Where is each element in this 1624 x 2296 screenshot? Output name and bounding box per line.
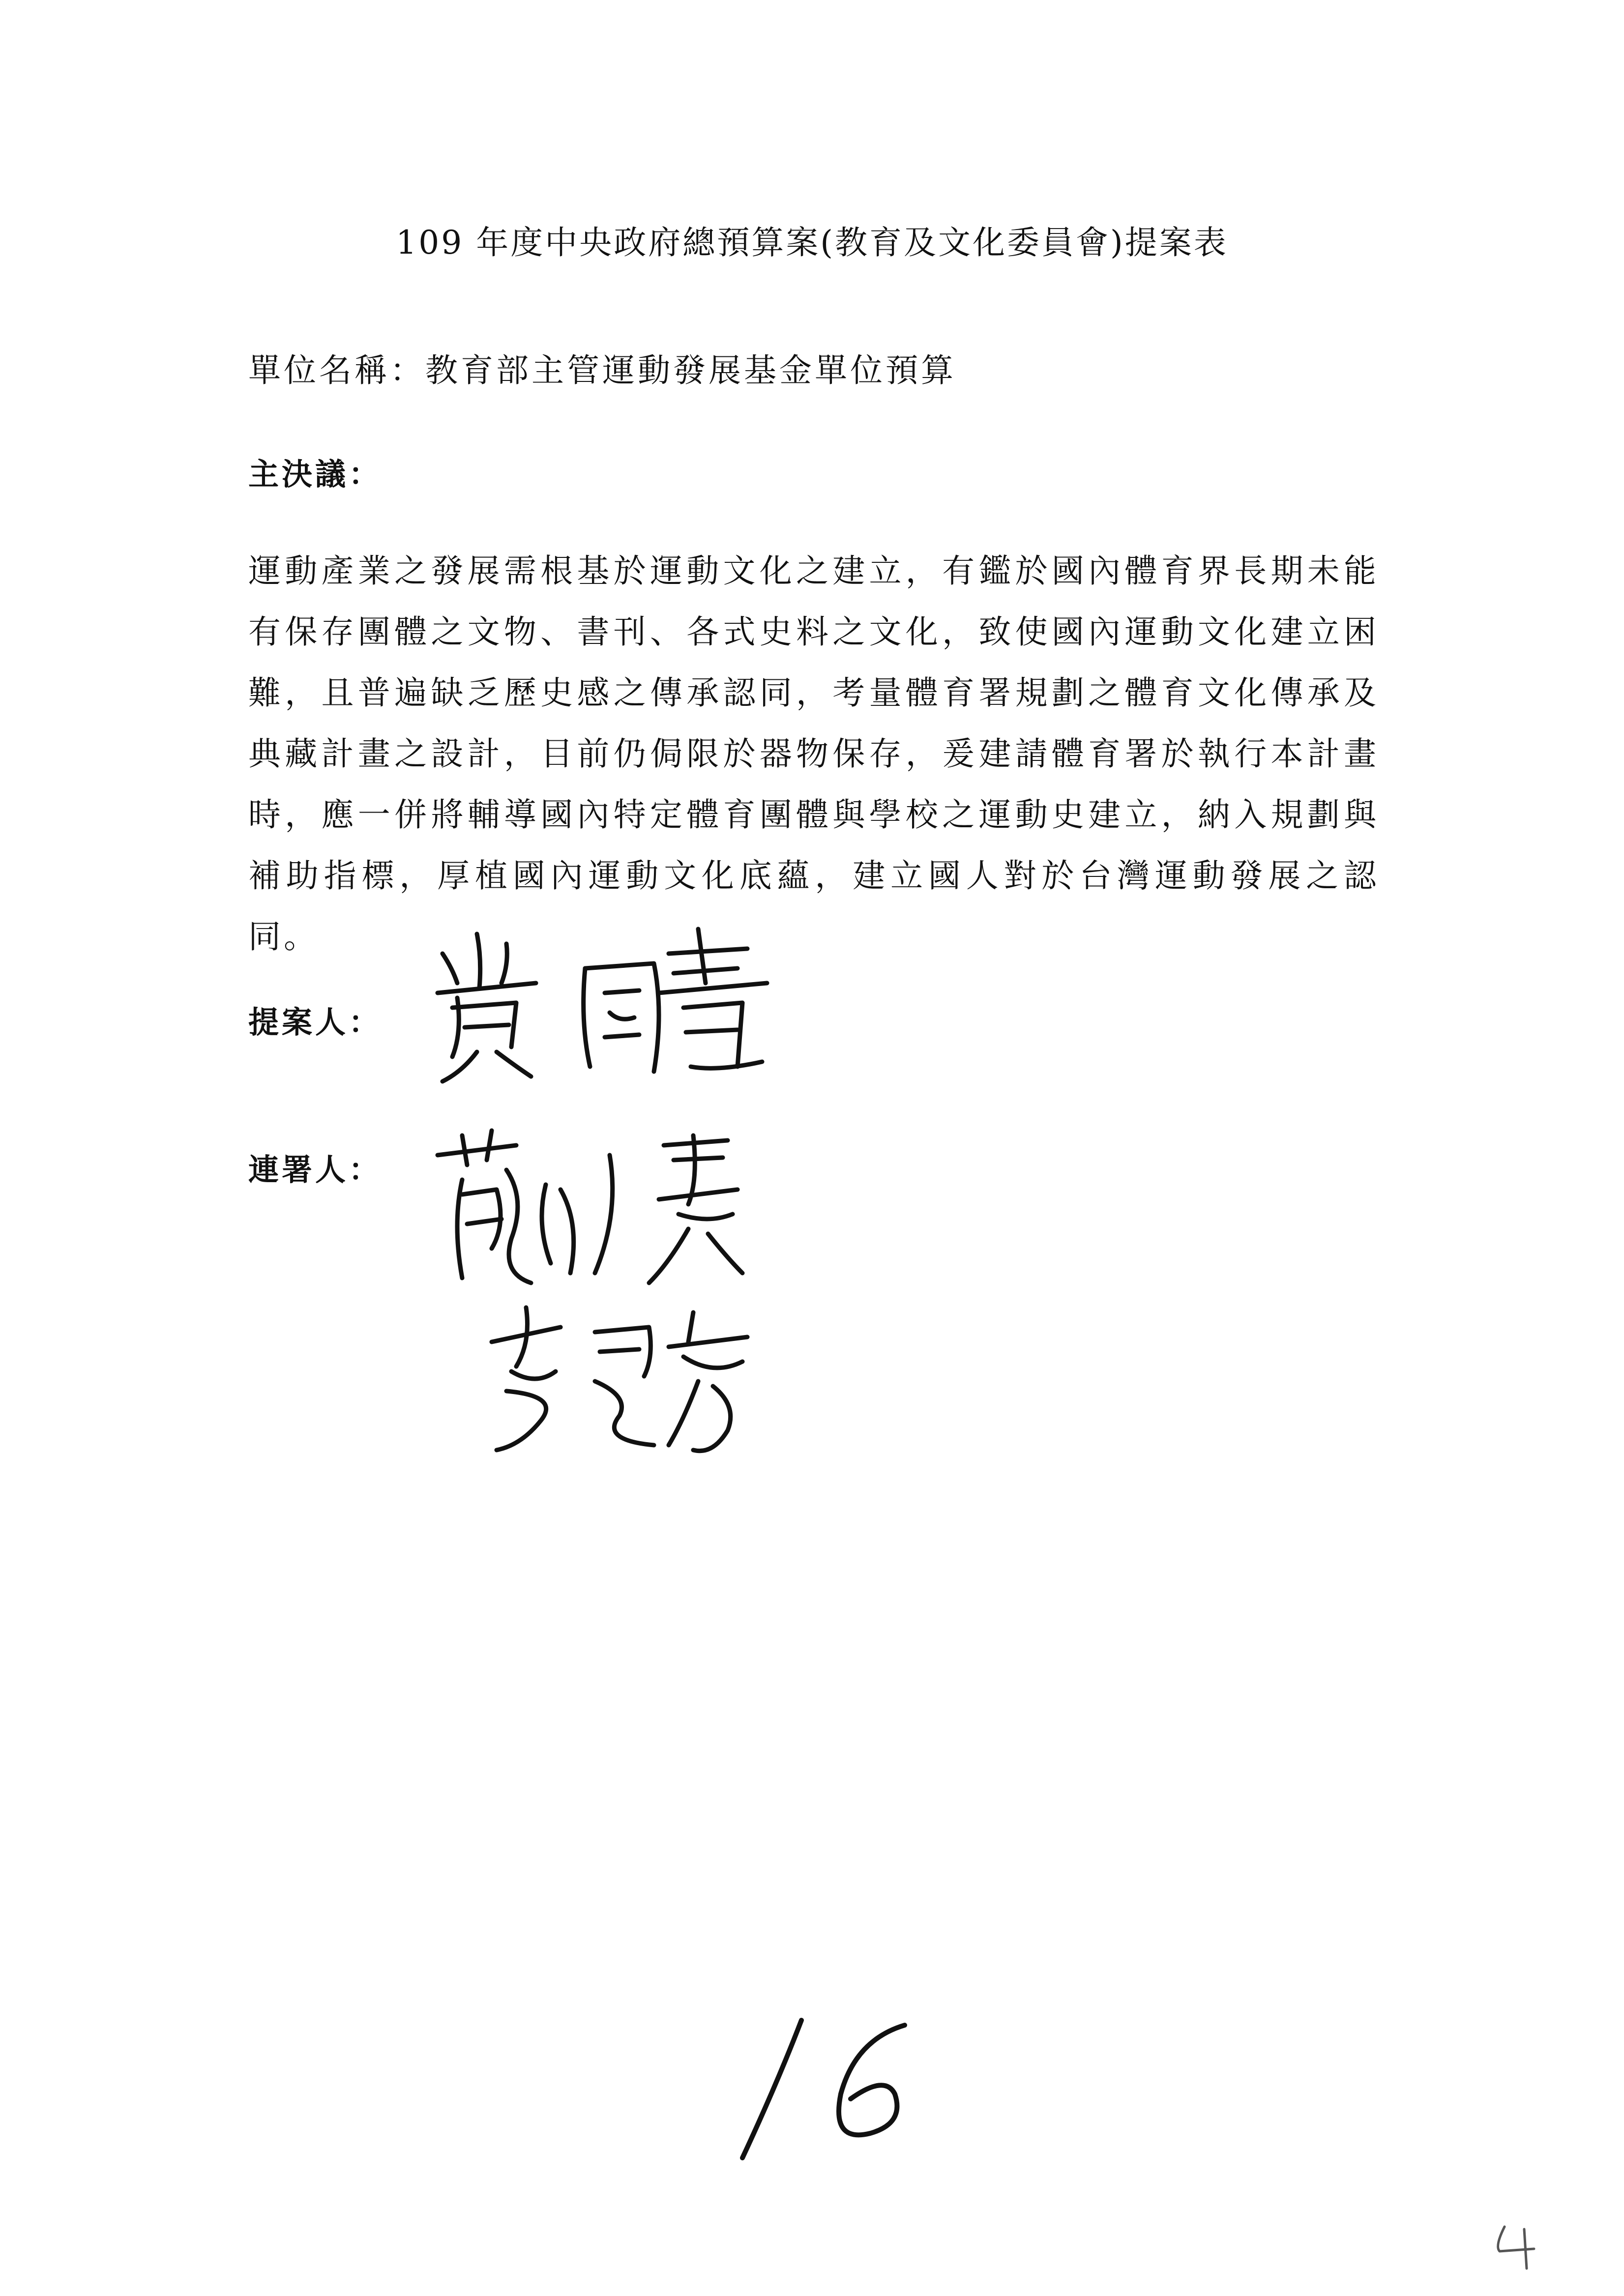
- cosigner-label: 連署人：: [248, 1152, 383, 1188]
- main-resolution-body: 運動產業之發展需根基於運動文化之建立，有鑑於國內體育界長期未能有保存團體之文物、書刊、各式史料之文化，致使國內運動文化建立困難，且普遍缺乏歷史感之傳承認同，考量體育署規劃之體育文化傳承及典藏計畫之設計，目前仍侷限於器物保存，爰建請體育署於執行本計畫時，應一併將輔導國內特定體育團體與學校之運動史建立，納入規劃與補助指標，厚植國內運動文化底蘊，建立國人對於台灣運動發展之認同。: [248, 552, 1379, 956]
- cosigner-signature-1: [433, 1126, 747, 1288]
- main-resolution-heading: 主決議：: [248, 456, 383, 492]
- unit-name-line: 單位名稱：教育部主管運動發展基金單位預算: [248, 351, 956, 389]
- handwritten-page-number: [728, 2010, 934, 2168]
- cosigner-signature-2: [482, 1298, 757, 1460]
- page-title: 109 年度中央政府總預算案(教育及文化委員會)提案表: [396, 224, 1228, 262]
- proposer-signature: [423, 924, 777, 1086]
- handwritten-corner-mark: [1490, 2222, 1544, 2271]
- proposer-label: 提案人：: [248, 1004, 383, 1040]
